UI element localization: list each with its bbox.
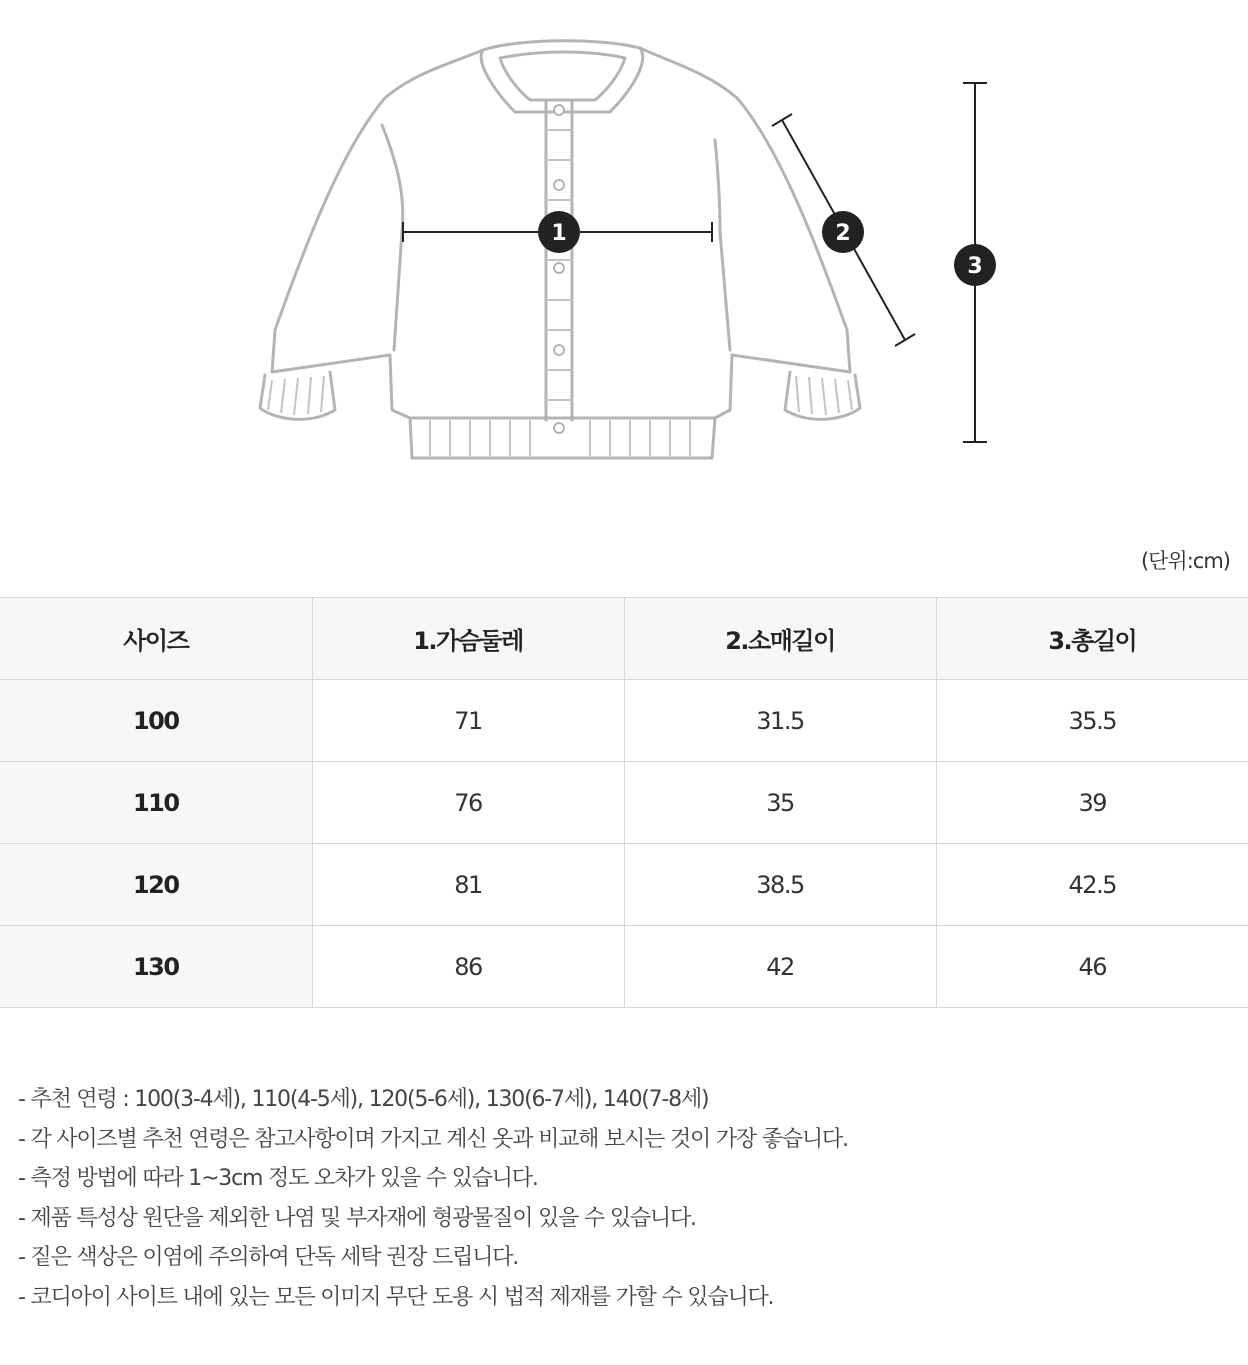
- table-row: [0, 926, 1248, 1008]
- note-item: - 각 사이즈별 추천 연령은 참고사항이며 가지고 계신 옷과 비교해 보시는 것이 가장 좋습니다.: [18, 1126, 848, 1152]
- cell-sleeve: 42: [624, 926, 936, 1008]
- cell-length: 35.5: [936, 680, 1248, 762]
- cell-size: 130: [0, 926, 312, 1008]
- cell-chest: 76: [312, 762, 624, 844]
- cell-size: 120: [0, 844, 312, 926]
- notes-list: [18, 1080, 848, 1317]
- note-item: - 제품 특성상 원단을 제외한 나염 및 부자재에 형광물질이 있을 수 있습니다.: [18, 1205, 696, 1231]
- note-item: - 추천 연령 : 100(3-4세), 110(4-5세), 120(5-6세), 130(6-7세), 140(7-8세): [18, 1087, 709, 1112]
- ribbing-lines: [268, 130, 852, 456]
- unit-label: (단위:cm): [1140, 549, 1230, 573]
- size-table: [0, 597, 1248, 1008]
- svg-text:3: 3: [967, 254, 983, 279]
- header-size: 사이즈: [0, 598, 312, 680]
- cardigan-diagram: [0, 0, 1248, 500]
- cell-chest: 86: [312, 926, 624, 1008]
- table-row: [0, 844, 1248, 926]
- button-icons: [554, 105, 564, 433]
- table-row: [0, 680, 1248, 762]
- table-row: [0, 762, 1248, 844]
- cell-chest: 71: [312, 680, 624, 762]
- cell-length: 42.5: [936, 844, 1248, 926]
- cell-size: 110: [0, 762, 312, 844]
- note-item: - 코디아이 사이트 내에 있는 모든 이미지 무단 도용 시 법적 제재를 가할 수 있습니다.: [18, 1284, 774, 1310]
- note-item: - 짙은 색상은 이염에 주의하여 단독 세탁 권장 드립니다.: [18, 1245, 519, 1270]
- note-item: - 측정 방법에 따라 1~3cm 정도 오차가 있을 수 있습니다.: [18, 1166, 538, 1191]
- cell-sleeve: 38.5: [624, 844, 936, 926]
- header-sleeve: 2.소매길이: [624, 598, 936, 680]
- cell-length: 46: [936, 926, 1248, 1008]
- header-chest: 1.가슴둘레: [312, 598, 624, 680]
- cell-length: 39: [936, 762, 1248, 844]
- header-length: 3.총길이: [936, 598, 1248, 680]
- cell-sleeve: 35: [624, 762, 936, 844]
- cell-chest: 81: [312, 844, 624, 926]
- svg-text:2: 2: [835, 221, 851, 246]
- table-header-row: [0, 598, 1248, 680]
- marker-1: [538, 211, 580, 253]
- marker-2: [822, 211, 864, 253]
- marker-3: [954, 244, 996, 286]
- cell-size: 100: [0, 680, 312, 762]
- cell-sleeve: 31.5: [624, 680, 936, 762]
- svg-text:1: 1: [551, 221, 567, 246]
